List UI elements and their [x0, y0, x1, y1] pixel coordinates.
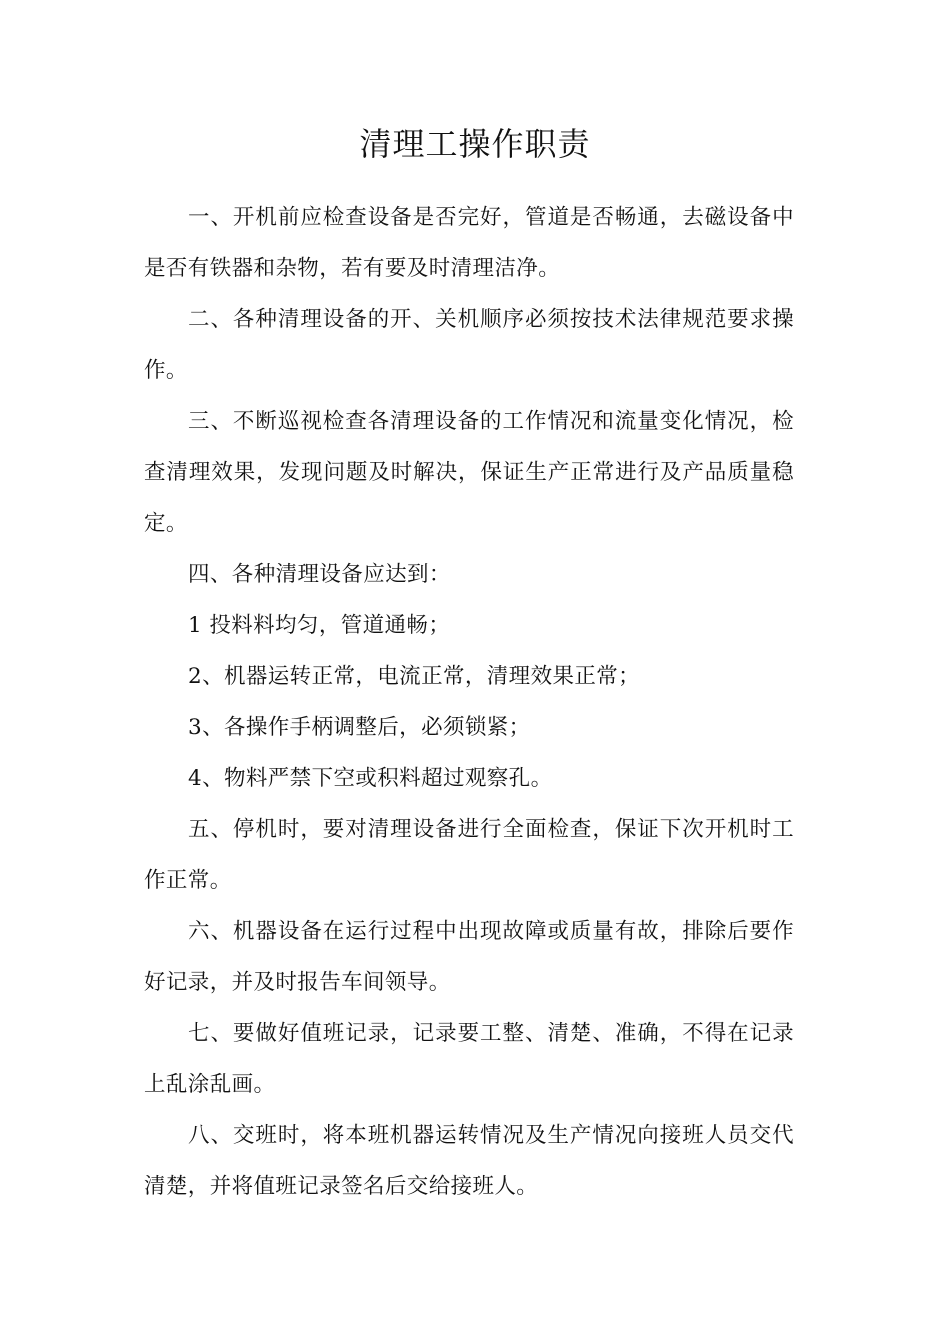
- paragraph-7: 七、要做好值班记录，记录要工整、清楚、准确，不得在记录上乱涂乱画。: [144, 1021, 794, 1097]
- document-body: [144, 192, 794, 1212]
- list-item-3: 3、各操作手柄调整后，必须锁紧；: [188, 715, 531, 740]
- paragraph-1: 一、开机前应检查设备是否完好，管道是否畅通，去磁设备中是否有铁器和杂物，若有要及时清理洁净。: [144, 205, 794, 281]
- list-item-1: 1 投料料均匀，管道通畅；: [188, 613, 451, 638]
- list-item-2: 2、机器运转正常，电流正常，清理效果正常；: [188, 664, 641, 689]
- paragraph-5: 五、停机时，要对清理设备进行全面检查，保证下次开机时工作正常。: [144, 817, 794, 893]
- paragraph-8: 八、交班时，将本班机器运转情况及生产情况向接班人员交代清楚，并将值班记录签名后交给接班人。: [144, 1123, 794, 1199]
- paragraph-2: 二、各种清理设备的开、关机顺序必须按技术法律规范要求操作。: [144, 307, 794, 383]
- paragraph-4: 四、各种清理设备应达到：: [188, 562, 451, 587]
- paragraph-6: 六、机器设备在运行过程中出现故障或质量有故，排除后要作好记录，并及时报告车间领导。: [144, 919, 794, 995]
- list-item-4: 4、物料严禁下空或积料超过观察孔。: [188, 766, 553, 791]
- paragraph-3: 三、不断巡视检查各清理设备的工作情况和流量变化情况，检查清理效果，发现问题及时解决，保证生产正常进行及产品质量稳定。: [144, 409, 794, 536]
- document-title: 清理工操作职责: [359, 125, 591, 163]
